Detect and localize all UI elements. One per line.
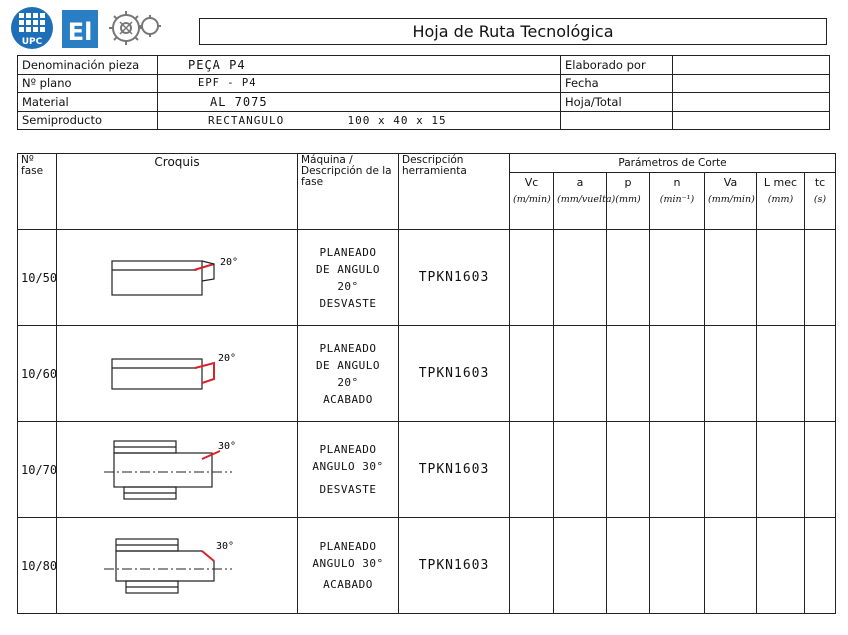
param-label: Vc [524,176,539,189]
param-vc [510,173,554,230]
info-label: Denominación pieza [18,56,158,75]
croquis-sketch [57,326,298,422]
gear-logo [106,6,168,50]
param-cell [607,422,650,518]
sketch-drawing [102,533,252,599]
desc-line: 20° [337,279,359,293]
desc-line: ANGULO 30° [312,460,384,473]
info-value [158,111,561,130]
param-cell [650,326,705,422]
phase-description [298,230,399,326]
param-label: tc [814,176,826,189]
col-herramienta-header: Descripción herramienta [399,154,510,230]
param-cell [554,518,607,614]
param-unit: (m/min) [513,194,551,205]
info-row [18,56,830,75]
upc-logo [10,6,54,50]
info-right-value [673,74,830,93]
info-right-value [673,56,830,75]
param-a [554,173,616,230]
route-table [17,153,836,614]
phase-number: 10/50 [18,230,57,326]
info-table [17,55,830,130]
info-right-label: Elaborado por [561,56,673,75]
param-cell [554,230,607,326]
desc-line: ANGULO 30° [312,557,384,570]
param-cell [805,422,836,518]
phase-description [298,326,399,422]
param-cell [757,326,805,422]
sketch-angle: 20° [220,256,239,268]
param-cell [757,230,805,326]
info-right-value [673,93,830,112]
param-cell [805,326,836,422]
param-cell [607,326,650,422]
sketch-angle: 30° [216,540,235,552]
param-cell [650,518,705,614]
param-cell [705,326,757,422]
param-label: p [624,176,632,189]
table-row [18,422,836,518]
col-croquis-header: Croquis [57,154,298,230]
desc-line: DE ANGULO [315,358,381,372]
info-right-label: Fecha [561,74,673,93]
param-cell [607,230,650,326]
info-label: Semiproducto [18,111,158,130]
desc-line: ACABADO [323,392,373,406]
croquis-sketch [57,422,298,518]
info-right-label [561,111,673,130]
param-cell [650,422,705,518]
desc-line: 20° [337,375,359,389]
col-maquina-header: Máquina / Descripción de la fase [298,154,399,230]
param-label: a [576,176,584,189]
col-fase-header: Nº fase [18,154,57,230]
param-cell [705,230,757,326]
desc-line: ACABADO [323,578,373,591]
tool-description: TPKN1603 [399,230,510,326]
desc-line: PLANEADO [319,540,377,553]
el-logo-text: El [67,18,93,46]
param-unit: (min⁻¹) [659,194,695,205]
param-n [650,173,705,230]
croquis-sketch [57,230,298,326]
info-right-value [673,111,830,130]
desc-line: PLANEADO [319,245,377,259]
desc-line: DESVASTE [319,483,377,496]
upc-logo-text: UPC [21,37,43,47]
table-row [18,518,836,614]
param-cell [705,518,757,614]
semiproduct-dims: 100 x 40 x 15 [347,113,447,127]
col-parametros-header: Parámetros de Corte [510,154,836,173]
param-cell [510,518,554,614]
param-label: L mec [763,176,798,189]
info-row [18,74,830,93]
param-unit: (mm) [767,194,794,205]
info-label: Nº plano [18,74,158,93]
info-label: Material [18,93,158,112]
semiproduct-shape: RECTANGULO [208,113,285,127]
phase-number: 10/80 [18,518,57,614]
phase-number: 10/60 [18,326,57,422]
info-value: EPF - P4 [158,74,561,93]
info-row [18,93,830,112]
param-lmec [757,173,805,230]
param-cell [510,230,554,326]
param-unit: (mm) [615,194,641,205]
param-cell [805,230,836,326]
param-label: n [673,176,681,189]
sketch-drawing [102,253,252,303]
sketch-drawing [102,349,252,399]
param-cell [510,422,554,518]
table-row [18,326,836,422]
param-va [705,173,757,230]
param-cell [805,518,836,614]
param-unit: (s) [813,194,827,205]
phase-description [298,422,399,518]
phase-number: 10/70 [18,422,57,518]
croquis-sketch [57,518,298,614]
param-unit: (mm/vuelta) [557,194,616,205]
sketch-angle: 30° [218,440,237,452]
tool-description: TPKN1603 [399,326,510,422]
param-cell [554,422,607,518]
tool-description: TPKN1603 [399,518,510,614]
desc-line: DESVASTE [319,296,377,310]
param-unit: (mm/min) [708,194,755,205]
phase-description [298,518,399,614]
param-cell [650,230,705,326]
param-tc [805,173,836,230]
desc-line: DE ANGULO [315,262,381,276]
param-cell [757,518,805,614]
param-label: Va [723,176,738,189]
page-title: Hoja de Ruta Tecnológica [199,18,827,45]
param-cell [607,518,650,614]
param-cell [510,326,554,422]
info-right-label: Hoja/Total [561,93,673,112]
tool-description: TPKN1603 [399,422,510,518]
info-value: PEÇA P4 [158,56,561,75]
sketch-drawing [102,435,252,505]
info-row [18,111,830,130]
param-cell [705,422,757,518]
header-row [18,154,836,173]
desc-line: PLANEADO [319,341,377,355]
desc-line: PLANEADO [319,443,377,456]
el-logo [60,6,100,50]
sketch-angle: 20° [218,352,237,364]
table-row [18,230,836,326]
logo-group [10,6,168,50]
param-cell [554,326,607,422]
param-cell [757,422,805,518]
info-value: AL 7075 [158,93,561,112]
